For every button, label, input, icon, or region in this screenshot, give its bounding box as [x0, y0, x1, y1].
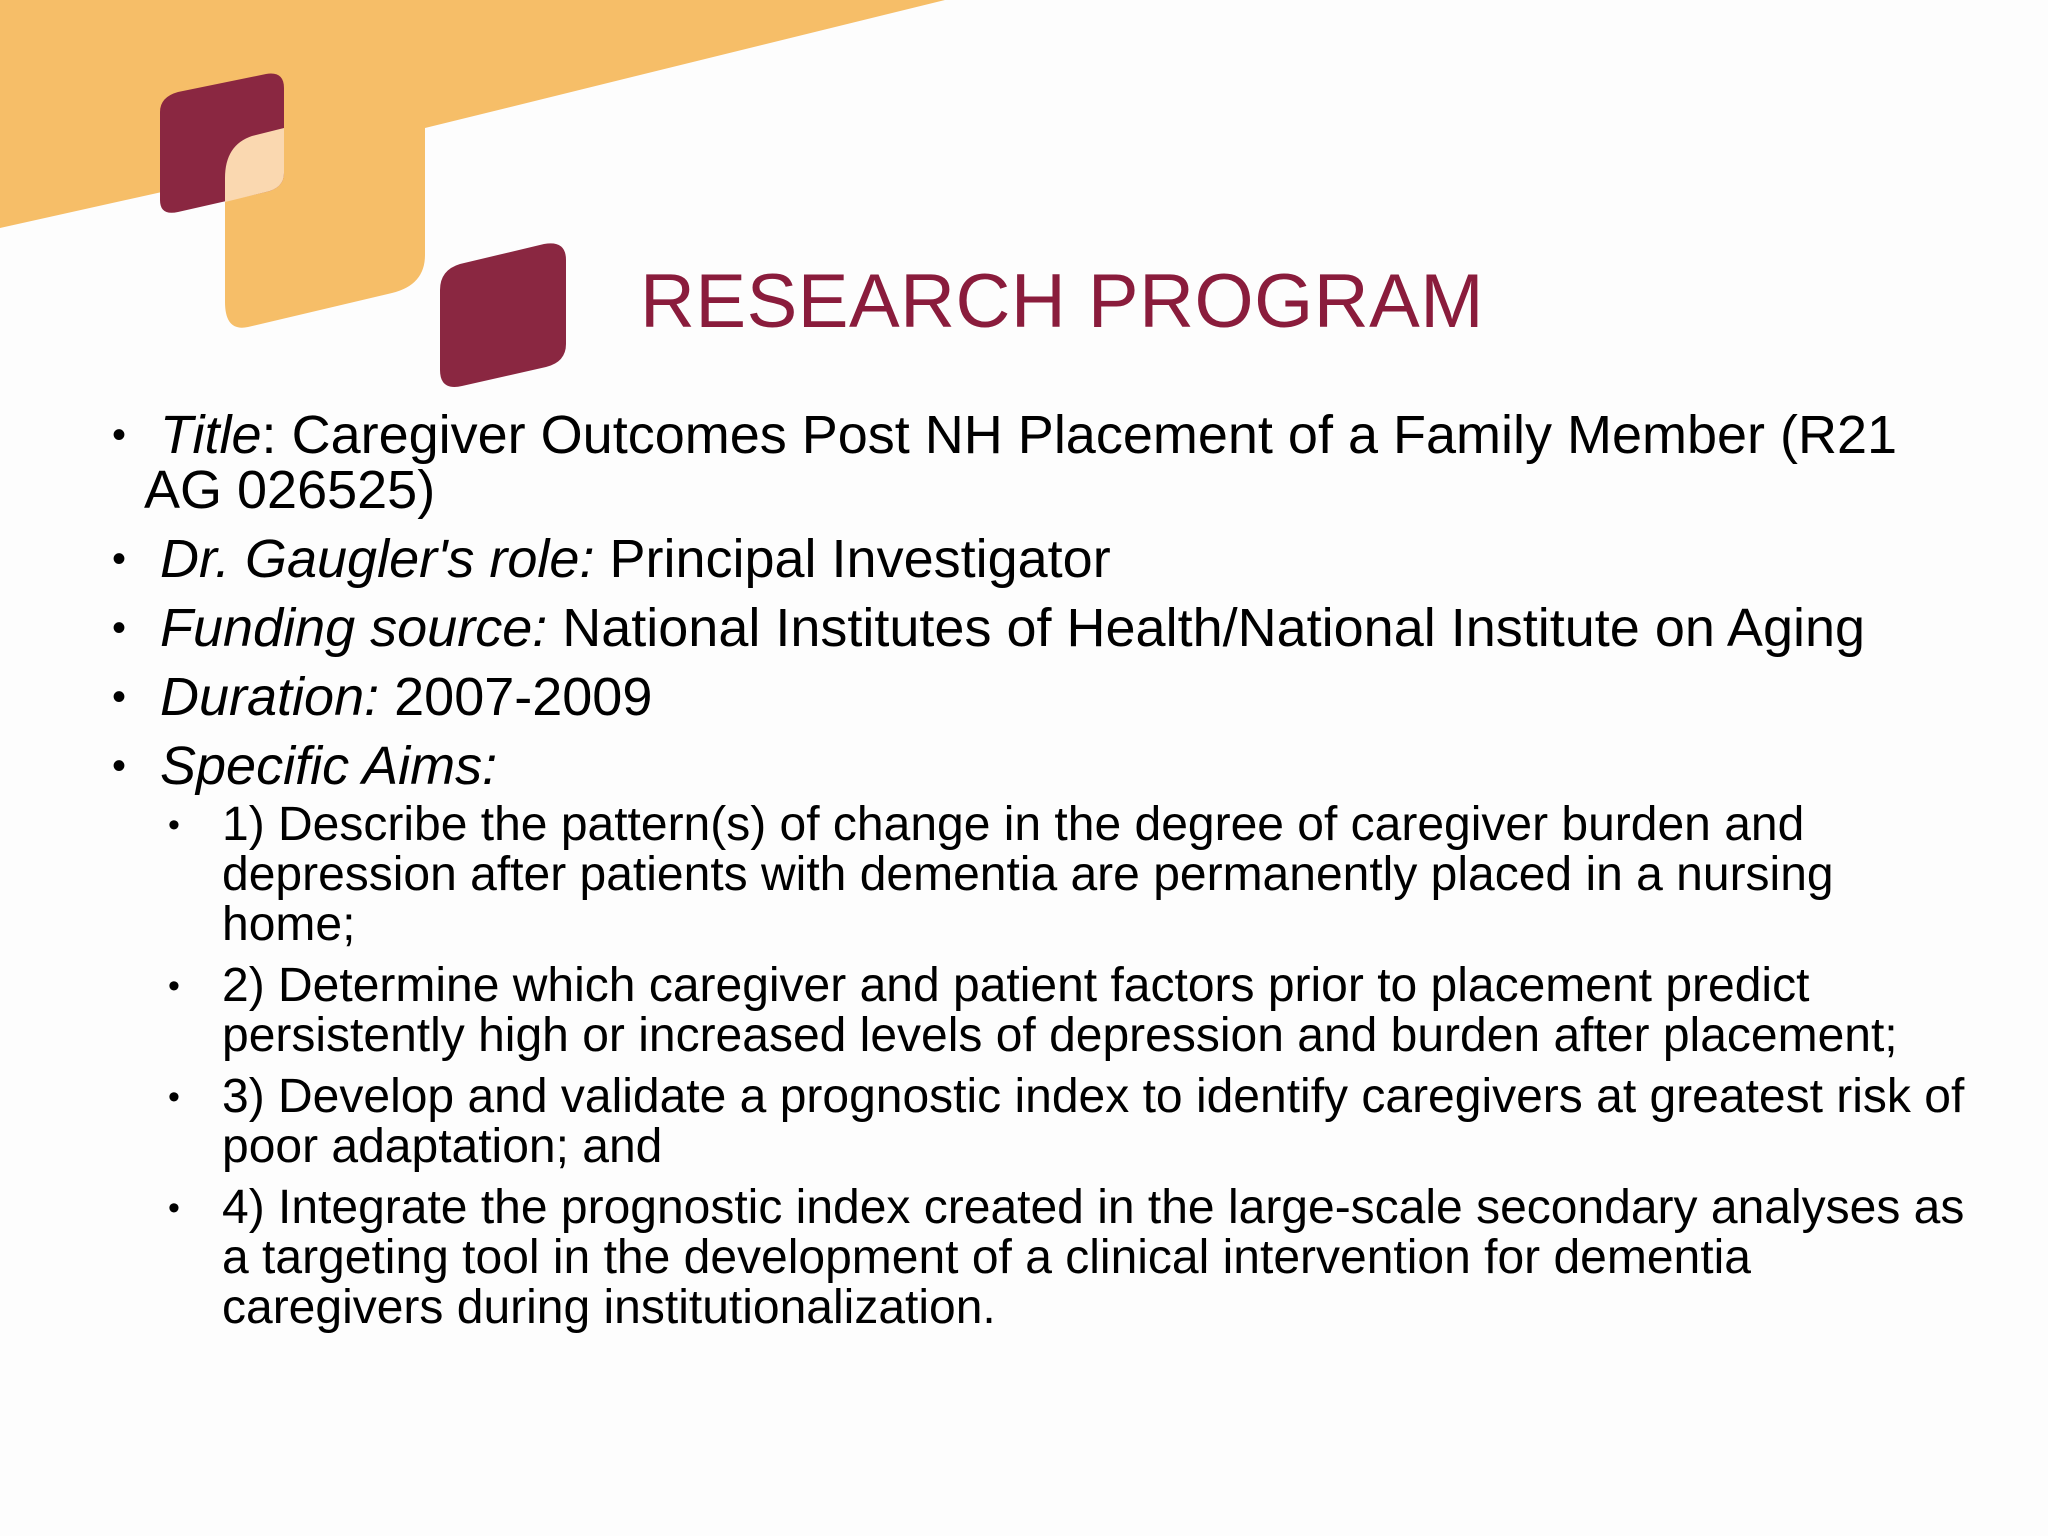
bullet-icon: • [112, 413, 127, 457]
bullet-separator: : [261, 405, 277, 465]
aim-text: 3) Develop and validate a prognostic index to identify caregivers at greatest risk of poor adaptation; and [222, 1070, 1965, 1173]
aim-item [144, 961, 1972, 1061]
aims-list [144, 800, 1972, 1333]
bullet-item-role [112, 529, 1972, 589]
aim-text: 2) Determine which caregiver and patient factors prior to placement predict persistently high or increased levels of depression and burden after placement; [222, 959, 1898, 1062]
bullet-label: Title [160, 405, 262, 465]
bullet-item-aims [112, 736, 1972, 1334]
slide-title: RESEARCH PROGRAM [640, 259, 1485, 344]
bullet-label: Duration: [160, 667, 380, 727]
bullet-icon: • [112, 744, 127, 788]
decorative-header-shapes [0, 0, 2048, 420]
bullet-icon: • [112, 606, 127, 650]
bullet-text: 2007-2009 [379, 667, 653, 727]
aim-item [144, 1183, 1972, 1333]
bullet-icon: • [112, 537, 127, 581]
bullet-icon: • [112, 675, 127, 719]
aim-item [144, 1072, 1972, 1172]
aim-text: 1) Describe the pattern(s) of change in the degree of caregiver burden and depression after patients with dementia are permanently placed in a nursing home; [222, 798, 1834, 951]
maroon-square-lower-shape [440, 243, 566, 387]
bullet-label: Specific Aims: [160, 736, 498, 796]
sub-bullet-icon: • [168, 1189, 180, 1227]
bullet-item-title [112, 405, 1972, 520]
sub-bullet-icon: • [168, 806, 180, 844]
bullet-text: Caregiver Outcomes Post NH Placement of a Family Member (R21 AG 026525) [144, 405, 1898, 520]
bullet-list [112, 405, 1972, 1347]
aim-item [144, 800, 1972, 950]
bullet-text: National Institutes of Health/National Institute on Aging [547, 598, 1866, 658]
aim-text: 4) Integrate the prognostic index created in the large-scale secondary analyses as a targeting tool in the development of a clinical intervention for dementia caregivers during institutionalization. [222, 1181, 1965, 1334]
bullet-item-funding [112, 598, 1972, 658]
bullet-label: Dr. Gaugler's role: [160, 529, 595, 589]
sub-bullet-icon: • [168, 967, 180, 1005]
sub-bullet-icon: • [168, 1078, 180, 1116]
bullet-item-duration [112, 667, 1972, 727]
bullet-label: Funding source: [160, 598, 548, 658]
bullet-text: Principal Investigator [594, 529, 1111, 589]
